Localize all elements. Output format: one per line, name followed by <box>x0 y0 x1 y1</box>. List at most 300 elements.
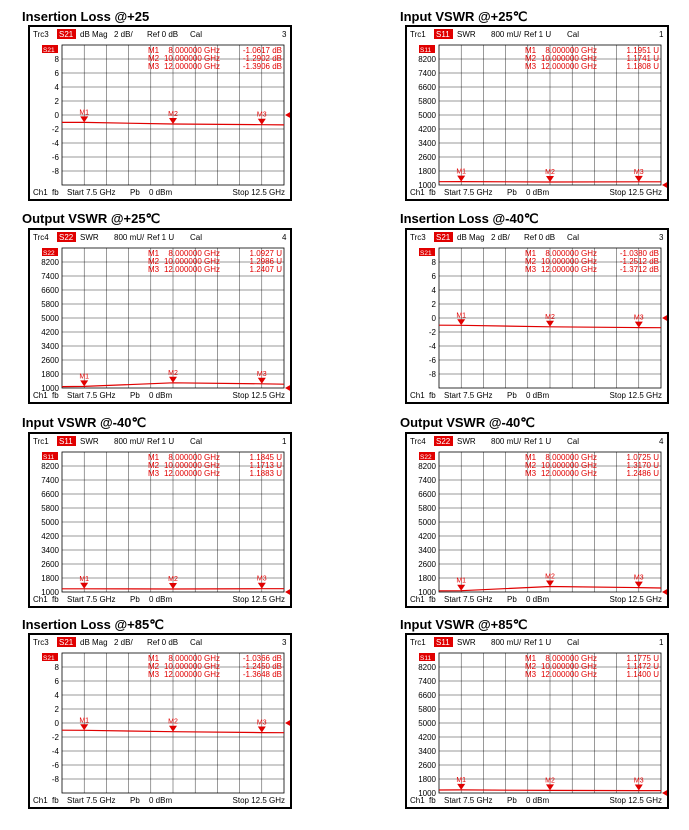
marker-value: 1.1472 U <box>626 662 659 671</box>
vna-panel <box>28 25 292 201</box>
cal-label: Cal <box>567 437 580 446</box>
footer-pb: Pb <box>130 188 140 197</box>
marker-tag: M3 <box>633 574 644 582</box>
y-tick-label: 2600 <box>418 560 436 569</box>
marker-point <box>457 319 465 325</box>
chart-title: Output VSWR @-40℃ <box>400 415 535 430</box>
y-tick-label: 1000 <box>41 588 59 597</box>
y-tick-label: 6 <box>54 677 59 686</box>
marker-name: M3 <box>148 469 160 478</box>
footer-channel: Ch1 <box>410 796 425 805</box>
scale-label: 800 mU/ <box>491 638 522 647</box>
ref-label: Ref 0 dB <box>524 233 556 242</box>
channel-number: 3 <box>659 233 664 242</box>
marker-freq: 12.000000 GHz <box>163 62 220 71</box>
y-tick-label: 5000 <box>418 111 436 120</box>
y-tick-label: 1800 <box>418 167 436 176</box>
vna-panel <box>405 228 669 404</box>
marker-tag: M3 <box>633 777 644 785</box>
y-tick-label: 8 <box>54 663 59 672</box>
format-label: dB Mag <box>80 638 108 647</box>
reference-arrow <box>662 588 667 596</box>
y-tick-label: 5800 <box>418 705 436 714</box>
footer-start: Start 7.5 GHz <box>67 188 116 197</box>
format-label: dB Mag <box>80 30 108 39</box>
format-label: SWR <box>80 233 99 242</box>
channel-number: 4 <box>282 233 287 242</box>
y-tick-label: 1800 <box>41 574 59 583</box>
y-tick-label: 6600 <box>418 83 436 92</box>
footer-stop: Stop 12.5 GHz <box>232 391 285 400</box>
param-label: S11 <box>436 30 450 39</box>
marker-tag: M2 <box>168 718 178 726</box>
marker-freq: 12.000000 GHz <box>163 670 220 679</box>
marker-tag: M2 <box>168 369 178 377</box>
y-tick-label: -4 <box>51 139 59 148</box>
marker-name: M3 <box>148 265 160 274</box>
marker-value: 1.0725 U <box>626 453 659 462</box>
trace-badge-label: S11 <box>420 655 432 662</box>
marker-tag: M1 <box>79 575 90 583</box>
cal-label: Cal <box>567 638 580 647</box>
footer-channel: Ch1 <box>410 188 425 197</box>
reference-arrow <box>285 384 290 392</box>
cal-label: Cal <box>190 233 203 242</box>
y-tick-label: -8 <box>51 167 59 176</box>
marker-name: M2 <box>148 54 160 63</box>
marker-tag: M3 <box>256 370 267 378</box>
y-tick-label: 4 <box>54 691 59 700</box>
ref-label: Ref 1 U <box>147 233 175 242</box>
y-tick-label: -6 <box>428 356 436 365</box>
format-label: SWR <box>457 437 476 446</box>
marker-value: 1.0927 U <box>249 249 282 258</box>
y-tick-label: 2600 <box>41 356 59 365</box>
y-tick-label: 0 <box>54 111 59 120</box>
marker-tag: M3 <box>633 314 644 322</box>
param-label: S21 <box>436 233 451 242</box>
y-tick-label: 5000 <box>41 518 59 527</box>
vna-plot <box>407 434 667 606</box>
vna-panel <box>405 633 669 809</box>
marker-freq: 10.000000 GHz <box>163 257 220 266</box>
footer-channel: Ch1 <box>33 391 48 400</box>
marker-tag: M1 <box>79 717 90 725</box>
marker-name: M2 <box>148 257 160 266</box>
marker-freq: 12.000000 GHz <box>540 265 597 274</box>
y-tick-label: 8200 <box>418 55 436 64</box>
marker-value: 1.1400 U <box>626 670 659 679</box>
marker-value: 1.2407 U <box>249 265 282 274</box>
marker-value: 1.1951 U <box>626 46 659 55</box>
footer-stop: Stop 12.5 GHz <box>232 188 285 197</box>
footer-start: Start 7.5 GHz <box>67 595 116 604</box>
y-tick-label: 2600 <box>418 761 436 770</box>
marker-freq: 10.000000 GHz <box>163 662 220 671</box>
marker-value: -1.2512 dB <box>619 257 659 266</box>
marker-freq: 10.000000 GHz <box>540 662 597 671</box>
y-tick-label: 7400 <box>41 476 59 485</box>
footer-pb: Pb <box>507 796 517 805</box>
marker-value: 1.1808 U <box>626 62 659 71</box>
marker-name: M2 <box>525 54 537 63</box>
y-tick-label: 5000 <box>418 719 436 728</box>
footer-start: Start 7.5 GHz <box>444 796 493 805</box>
vna-panel <box>28 432 292 608</box>
marker-value: 1.1883 U <box>249 469 282 478</box>
marker-tag: M2 <box>545 777 555 785</box>
vna-panel <box>28 633 292 809</box>
marker-name: M1 <box>148 249 160 258</box>
footer-stop: Stop 12.5 GHz <box>609 188 662 197</box>
chart-title: Insertion Loss @+85℃ <box>22 617 164 632</box>
trace-label: Trc3 <box>33 30 49 39</box>
marker-value: -1.3906 dB <box>242 62 282 71</box>
marker-point <box>169 118 177 124</box>
y-tick-label: -6 <box>51 761 59 770</box>
chart-title: Insertion Loss @+25 <box>22 9 150 24</box>
y-tick-label: -4 <box>428 342 436 351</box>
footer-fb: fb <box>52 796 59 805</box>
channel-number: 3 <box>282 30 287 39</box>
y-tick-label: 2600 <box>41 560 59 569</box>
trace-label: Trc4 <box>410 437 426 446</box>
footer-pb: Pb <box>130 595 140 604</box>
format-label: SWR <box>457 638 476 647</box>
marker-point <box>457 784 465 790</box>
y-tick-label: -2 <box>51 733 59 742</box>
y-tick-label: 8 <box>54 55 59 64</box>
y-tick-label: 2600 <box>418 153 436 162</box>
footer-fb: fb <box>429 188 436 197</box>
footer-stop: Stop 12.5 GHz <box>232 796 285 805</box>
format-label: SWR <box>80 437 99 446</box>
y-tick-label: 8200 <box>41 462 59 471</box>
param-label: S11 <box>59 437 73 446</box>
trace-badge-label: S21 <box>420 250 432 257</box>
y-tick-label: 4200 <box>418 733 436 742</box>
channel-number: 4 <box>659 437 664 446</box>
marker-tag: M2 <box>545 573 555 581</box>
y-tick-label: 2 <box>54 705 59 714</box>
marker-value: -1.3648 dB <box>242 670 282 679</box>
footer-power: 0 dBm <box>526 391 550 400</box>
y-tick-label: 5000 <box>418 518 436 527</box>
marker-point <box>169 377 177 383</box>
chart-title: Output VSWR @+25℃ <box>22 211 161 226</box>
reference-arrow <box>285 111 290 119</box>
y-tick-label: 4 <box>54 83 59 92</box>
footer-channel: Ch1 <box>33 188 48 197</box>
y-tick-label: 3400 <box>418 546 436 555</box>
marker-freq: 10.000000 GHz <box>163 54 220 63</box>
marker-point <box>258 378 266 384</box>
vna-plot <box>407 635 667 807</box>
y-tick-label: 8 <box>431 258 436 267</box>
marker-freq: 12.000000 GHz <box>540 469 597 478</box>
reference-arrow <box>662 789 667 797</box>
y-tick-label: 3400 <box>418 747 436 756</box>
scale-label: 800 mU/ <box>114 437 145 446</box>
scale-label: 2 dB/ <box>114 30 133 39</box>
footer-power: 0 dBm <box>149 595 173 604</box>
ref-label: Ref 1 U <box>524 30 552 39</box>
marker-point <box>635 785 643 791</box>
y-tick-label: 6600 <box>418 490 436 499</box>
scale-label: 800 mU/ <box>114 233 145 242</box>
cal-label: Cal <box>567 30 580 39</box>
marker-tag: M3 <box>256 111 267 119</box>
vna-panel <box>405 25 669 201</box>
marker-tag: M2 <box>545 168 555 176</box>
marker-tag: M1 <box>79 373 90 381</box>
y-tick-label: 8200 <box>418 663 436 672</box>
y-tick-label: 5800 <box>418 504 436 513</box>
footer-power: 0 dBm <box>526 595 550 604</box>
marker-value: -1.0617 dB <box>242 46 282 55</box>
param-label: S11 <box>436 638 450 647</box>
marker-point <box>169 726 177 732</box>
vna-plot <box>407 27 667 199</box>
y-tick-label: 8200 <box>418 462 436 471</box>
marker-point <box>80 116 88 122</box>
vna-plot <box>30 434 290 606</box>
vna-plot <box>30 635 290 807</box>
marker-value: -1.2450 dB <box>242 662 282 671</box>
marker-name: M2 <box>525 257 537 266</box>
marker-tag: M3 <box>256 719 267 727</box>
marker-value: -1.0380 dB <box>619 249 659 258</box>
footer-fb: fb <box>429 595 436 604</box>
marker-tag: M3 <box>256 575 267 583</box>
reference-arrow <box>285 719 290 727</box>
marker-point <box>635 582 643 588</box>
footer-pb: Pb <box>130 391 140 400</box>
marker-name: M1 <box>148 453 160 462</box>
footer-fb: fb <box>52 391 59 400</box>
y-tick-label: 3400 <box>41 546 59 555</box>
marker-tag: M2 <box>545 313 555 321</box>
footer-start: Start 7.5 GHz <box>67 796 116 805</box>
footer-pb: Pb <box>507 188 517 197</box>
y-tick-label: 1800 <box>418 775 436 784</box>
marker-tag: M2 <box>168 576 178 584</box>
marker-value: -1.2902 dB <box>242 54 282 63</box>
marker-value: 1.1775 U <box>626 654 659 663</box>
footer-start: Start 7.5 GHz <box>67 391 116 400</box>
footer-power: 0 dBm <box>526 188 550 197</box>
footer-power: 0 dBm <box>526 796 550 805</box>
vna-plot <box>30 27 290 199</box>
vna-panel <box>28 228 292 404</box>
marker-freq: 10.000000 GHz <box>540 54 597 63</box>
cal-label: Cal <box>190 638 203 647</box>
footer-power: 0 dBm <box>149 188 173 197</box>
marker-name: M3 <box>525 62 537 71</box>
y-tick-label: 5000 <box>41 314 59 323</box>
y-tick-label: 6600 <box>41 286 59 295</box>
marker-freq: 12.000000 GHz <box>163 469 220 478</box>
marker-name: M1 <box>148 654 160 663</box>
footer-channel: Ch1 <box>410 391 425 400</box>
y-tick-label: 7400 <box>418 476 436 485</box>
param-label: S21 <box>59 638 74 647</box>
y-tick-label: 4200 <box>41 328 59 337</box>
y-tick-label: 1800 <box>41 370 59 379</box>
marker-point <box>169 583 177 589</box>
marker-value: -1.3712 dB <box>619 265 659 274</box>
trace-badge-label: S21 <box>43 47 55 54</box>
channel-number: 1 <box>659 638 664 647</box>
y-tick-label: 0 <box>431 314 436 323</box>
marker-name: M1 <box>525 46 537 55</box>
format-label: SWR <box>457 30 476 39</box>
y-tick-label: -4 <box>51 747 59 756</box>
cal-label: Cal <box>190 437 203 446</box>
y-tick-label: -6 <box>51 153 59 162</box>
marker-tag: M1 <box>456 312 467 320</box>
y-tick-label: 0 <box>54 719 59 728</box>
trace-label: Trc3 <box>33 638 49 647</box>
trace-label: Trc4 <box>33 233 49 242</box>
marker-point <box>546 321 554 327</box>
marker-tag: M2 <box>168 111 178 119</box>
marker-freq: 12.000000 GHz <box>540 62 597 71</box>
y-tick-label: 1000 <box>418 789 436 798</box>
footer-start: Start 7.5 GHz <box>444 595 493 604</box>
marker-point <box>80 724 88 730</box>
footer-channel: Ch1 <box>410 595 425 604</box>
marker-freq: 8.000000 GHz <box>168 453 220 462</box>
footer-channel: Ch1 <box>33 796 48 805</box>
footer-stop: Stop 12.5 GHz <box>609 391 662 400</box>
y-tick-label: 6600 <box>41 490 59 499</box>
marker-name: M1 <box>148 46 160 55</box>
marker-name: M3 <box>525 469 537 478</box>
reference-arrow <box>662 181 667 189</box>
y-tick-label: 1800 <box>418 574 436 583</box>
channel-number: 3 <box>282 638 287 647</box>
y-tick-label: 5800 <box>41 504 59 513</box>
scale-label: 800 mU/ <box>491 30 522 39</box>
marker-name: M3 <box>148 670 160 679</box>
marker-freq: 8.000000 GHz <box>545 654 597 663</box>
scale-label: 800 mU/ <box>491 437 522 446</box>
trace-badge-label: S21 <box>43 655 55 662</box>
marker-name: M3 <box>525 265 537 274</box>
footer-power: 0 dBm <box>149 391 173 400</box>
marker-point <box>80 583 88 589</box>
y-tick-label: 5800 <box>41 300 59 309</box>
y-tick-label: 2 <box>54 97 59 106</box>
marker-point <box>635 176 643 182</box>
channel-number: 1 <box>659 30 664 39</box>
marker-point <box>258 119 266 125</box>
trace-badge-label: S22 <box>43 250 55 257</box>
y-tick-label: 6 <box>431 272 436 281</box>
marker-point <box>457 585 465 591</box>
scale-label: 2 dB/ <box>491 233 510 242</box>
y-tick-label: 8200 <box>41 258 59 267</box>
marker-value: 1.2486 U <box>626 469 659 478</box>
param-label: S22 <box>436 437 451 446</box>
footer-fb: fb <box>52 188 59 197</box>
marker-name: M2 <box>525 461 537 470</box>
y-tick-label: 6 <box>54 69 59 78</box>
footer-stop: Stop 12.5 GHz <box>232 595 285 604</box>
vna-plot <box>407 230 667 402</box>
trace-badge-label: S22 <box>420 454 432 461</box>
marker-freq: 8.000000 GHz <box>168 654 220 663</box>
chart-title: Input VSWR @+85℃ <box>400 617 528 632</box>
param-label: S22 <box>59 233 74 242</box>
trace-badge-label: S11 <box>43 454 55 461</box>
marker-tag: M3 <box>633 168 644 176</box>
marker-name: M2 <box>148 461 160 470</box>
marker-name: M3 <box>525 670 537 679</box>
marker-name: M3 <box>148 62 160 71</box>
marker-tag: M1 <box>456 577 467 585</box>
marker-tag: M1 <box>79 109 90 117</box>
marker-value: -1.0366 dB <box>242 654 282 663</box>
trace-label: Trc1 <box>410 638 426 647</box>
format-label: dB Mag <box>457 233 485 242</box>
chart-title: Insertion Loss @-40℃ <box>400 211 539 226</box>
marker-name: M1 <box>525 654 537 663</box>
chart-title: Input VSWR @-40℃ <box>22 415 147 430</box>
y-tick-label: 1000 <box>418 588 436 597</box>
y-tick-label: 3400 <box>418 139 436 148</box>
footer-pb: Pb <box>507 391 517 400</box>
y-tick-label: 1000 <box>41 384 59 393</box>
trace-label: Trc3 <box>410 233 426 242</box>
reference-arrow <box>285 588 290 596</box>
marker-freq: 10.000000 GHz <box>163 461 220 470</box>
y-tick-label: 4200 <box>41 532 59 541</box>
marker-freq: 8.000000 GHz <box>168 46 220 55</box>
marker-point <box>80 380 88 386</box>
marker-name: M1 <box>525 249 537 258</box>
y-tick-label: 7400 <box>418 69 436 78</box>
marker-name: M2 <box>525 662 537 671</box>
marker-value: 1.3170 U <box>626 461 659 470</box>
marker-point <box>546 784 554 790</box>
trace-label: Trc1 <box>410 30 426 39</box>
y-tick-label: 7400 <box>418 677 436 686</box>
y-tick-label: 4200 <box>418 125 436 134</box>
marker-value: 1.1713 U <box>249 461 282 470</box>
marker-freq: 12.000000 GHz <box>540 670 597 679</box>
footer-fb: fb <box>429 391 436 400</box>
footer-power: 0 dBm <box>149 796 173 805</box>
marker-point <box>546 176 554 182</box>
y-tick-label: 7400 <box>41 272 59 281</box>
marker-freq: 10.000000 GHz <box>540 461 597 470</box>
y-tick-label: -2 <box>428 328 436 337</box>
trace-badge-label: S11 <box>420 47 432 54</box>
marker-tag: M1 <box>456 168 467 176</box>
footer-pb: Pb <box>507 595 517 604</box>
footer-fb: fb <box>52 595 59 604</box>
marker-value: 1.1845 U <box>249 453 282 462</box>
marker-freq: 8.000000 GHz <box>545 453 597 462</box>
footer-stop: Stop 12.5 GHz <box>609 595 662 604</box>
marker-point <box>635 322 643 328</box>
vna-plot <box>30 230 290 402</box>
y-tick-label: 5800 <box>418 97 436 106</box>
marker-freq: 12.000000 GHz <box>163 265 220 274</box>
y-tick-label: 4 <box>431 286 436 295</box>
